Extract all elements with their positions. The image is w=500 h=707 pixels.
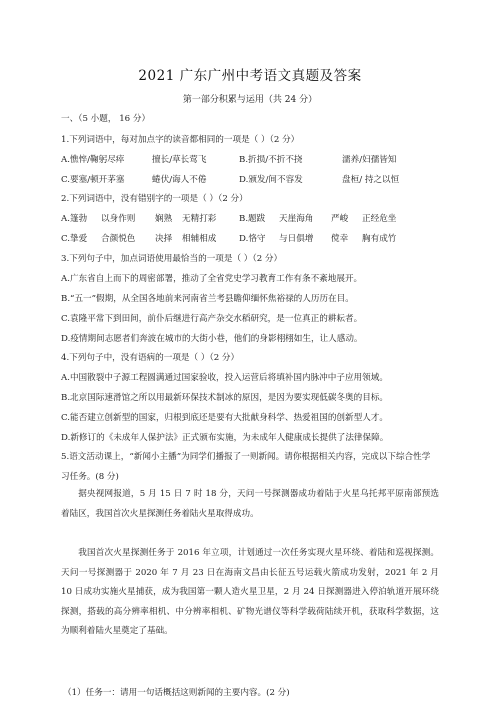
option-text: 严峻: [331, 214, 349, 224]
question-4-stem: 4.下列句子中，没有语病的一项是（ ）（2 分）: [61, 353, 240, 363]
question-3-stem: 3.下列句子中，加点词语使用最恰当的一项是（ ）（2 分）: [61, 254, 283, 264]
option-text: 胸有成竹: [362, 234, 397, 244]
option-text: 濡养/妇孺皆知: [342, 155, 397, 165]
news-paragraph-2: 我国首次火星探测任务于 2016 年立项，计划通过一次任务实现火星环绕、着陆和巡视探测。天问一号探测器于 2020 年 7 月 23 日在海南文昌由长征五号运载火箭成功发射，2021 年 2 月 10 日成功实施火星捕获，成为我国第一颗人造火星卫星，2 月 24 日探测器进入停泊轨道开展环绕探测，搭载的高分辨率相机、中分辨率相机、矿物光谱仪等科学载荷陆续开机，获取科学数据，这为顺利着陆火星奠定了基础。: [61, 548, 439, 637]
option-text: 与日俱增: [279, 234, 314, 244]
question-4-option-a: A.中国散裂中子源工程圆满通过国家验收，投入运营后将填补国内脉冲中子应用领域。: [61, 373, 388, 383]
option-text: 决择: [155, 234, 173, 244]
option-text: 无精打彩: [182, 214, 217, 224]
option-text: 以身作则: [101, 214, 136, 224]
section-heading: 一、（5 小题， 16 分）: [61, 114, 151, 124]
news-paragraph-1: 据央视网报道，5 月 15 日 7 时 18 分，天问一号探测器成功着陆于火星乌托邦平原南部预选着陆区，我国首次火星探测任务着陆火星取得成功。: [61, 489, 439, 519]
page-title: 2021 广东广州中考语文真题及答案: [138, 68, 362, 84]
option-text: 正经危坐: [362, 214, 397, 224]
question-4-option-b: B.北京国际速滑馆之所以用最新环保技术制冰的原因，是因为要实现低碳冬奥的目标。: [61, 393, 389, 403]
question-2-stem: 2.下列词语中，没有错别字的一项是（ ）（2 分）: [61, 194, 248, 204]
option-text: 天崖海角: [279, 214, 314, 224]
option-text: A.篷勃: [61, 214, 88, 224]
option-text: D.恪守: [239, 234, 266, 244]
task-1-prompt: （1）任务一：请用一句话概括这则新闻的主要内容。(2 分): [63, 688, 290, 698]
option-text: B.折损/不折不挠: [239, 155, 303, 165]
option-text: C.要塞/顿开茅塞: [61, 175, 125, 185]
question-4-option-d: D.新修订的《未成年人保护法》正式颁布实施，为未成年人健康成长提供了法律保障。: [61, 433, 389, 443]
option-text: C.挚爱: [61, 234, 88, 244]
option-text: 蜷伏/诲人不倦: [152, 175, 207, 185]
question-4-option-c: C.能否建立创新型的国家，归根到底还是要有大批献身科学、热爱祖国的创新型人才。: [61, 413, 388, 423]
option-text: A.憔悴/鞠躬尽瘁: [61, 155, 125, 165]
question-3-option-d: D.疫情期间志愿者们奔波在城市的大街小巷，他们的身影栩栩如生，让人感动。: [61, 334, 363, 344]
option-text: 娴熟: [155, 214, 173, 224]
question-3-option-b: B.“五一”假期，从全国各地前来河南省兰考县瞻仰缅怀焦裕禄的人历历在目。: [61, 294, 354, 304]
option-text: 相辅相成: [182, 234, 217, 244]
question-1-stem: 1.下列词语中，每对加点字的读音都相同的一项是（ ）（2 分）: [61, 135, 300, 145]
option-text: D.颁发/间不容发: [239, 175, 303, 185]
option-text: 擅长/草长莺飞: [152, 155, 207, 165]
question-5-stem-line-1: 5.语文活动课上，“新闻小主播”为同学们播报了一则新闻。请你根据相关内容，完成以下综合性学: [61, 452, 431, 462]
question-3-option-a: A.广东省自上而下的周密部署，推动了全省党史学习教育工作有条不紊地展开。: [61, 274, 363, 284]
part-heading: 第一部分积累与运用（共 24 分）: [182, 95, 318, 105]
option-text: B.题跋: [239, 214, 266, 224]
question-3-option-c: C.袁隆平常下到田间，前仆后继进行高产杂交水稻研究，是一位真正的耕耘者。: [61, 314, 363, 324]
option-text: 盘桓/ 持之以恒: [342, 175, 400, 185]
option-text: 傥幸: [331, 234, 349, 244]
question-5-stem-line-2: 习任务。(8 分): [61, 472, 119, 482]
option-text: 合颜悦色: [101, 234, 136, 244]
